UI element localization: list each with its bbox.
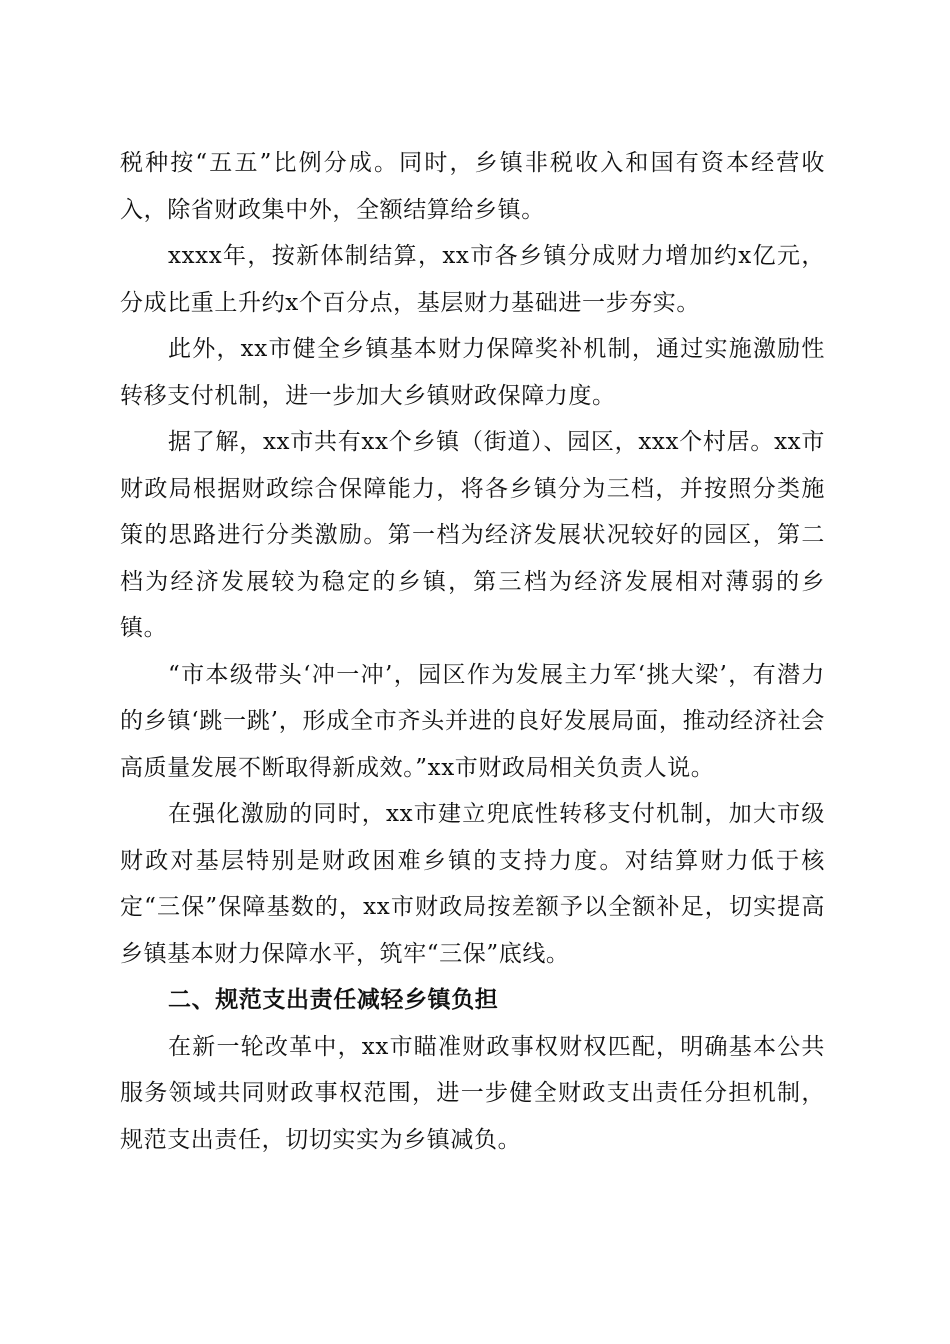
paragraph-incentive-mechanism: 此外，xx市健全乡镇基本财力保障奖补机制，通过实施激励性转移支付机制，进一步加大乡镇财政保障力度。 (120, 336, 825, 409)
paragraph-expenditure-reform: 在新一轮改革中，xx市瞄准财政事权财权匹配，明确基本公共服务领域共同财政事权范围，进一步健全财政支出责任分担机制，规范支出责任，切切实实为乡镇减负。 (120, 1033, 825, 1153)
paragraph-revenue-increase: xxxx年，按新体制结算，xx市各乡镇分成财力增加约x亿元，分成比重上升约x个百分点，基层财力基础进一步夯实。 (120, 243, 825, 316)
paragraph-safety-net: 在强化激励的同时，xx市建立兜底性转移支付机制，加大市级财政对基层特别是财政困难乡镇的支持力度。对结算财力低于核定“三保”保障基数的，xx市财政局按差额予以全额补足，切实提高乡镇基本财力保障水平，筑牢“三保”底线。 (120, 801, 825, 967)
paragraph-quote: “市本级带头‘冲一冲’，园区作为发展主力军‘挑大梁’，有潜力的乡镇‘跳一跳’，形成全市齐头并进的良好发展局面，推动经济社会高质量发展不断取得新成效。”xx市财政局相关负责人说。 (120, 661, 825, 781)
paragraph-classification: 据了解，xx市共有xx个乡镇（街道）、园区，xxx个村居。xx市财政局根据财政综合保障能力，将各乡镇分为三档，并按照分类施策的思路进行分类激励。第一档为经济发展状况较好的园区，第二档为经济发展较为稳定的乡镇，第三档为经济发展相对薄弱的乡镇。 (120, 429, 825, 641)
section-heading: 二、规范支出责任减轻乡镇负担 (168, 987, 499, 1013)
document-body (120, 140, 825, 1163)
paragraph-continuation: 税种按“五五”比例分成。同时，乡镇非税收入和国有资本经营收入，除省财政集中外，全额结算给乡镇。 (120, 150, 825, 223)
